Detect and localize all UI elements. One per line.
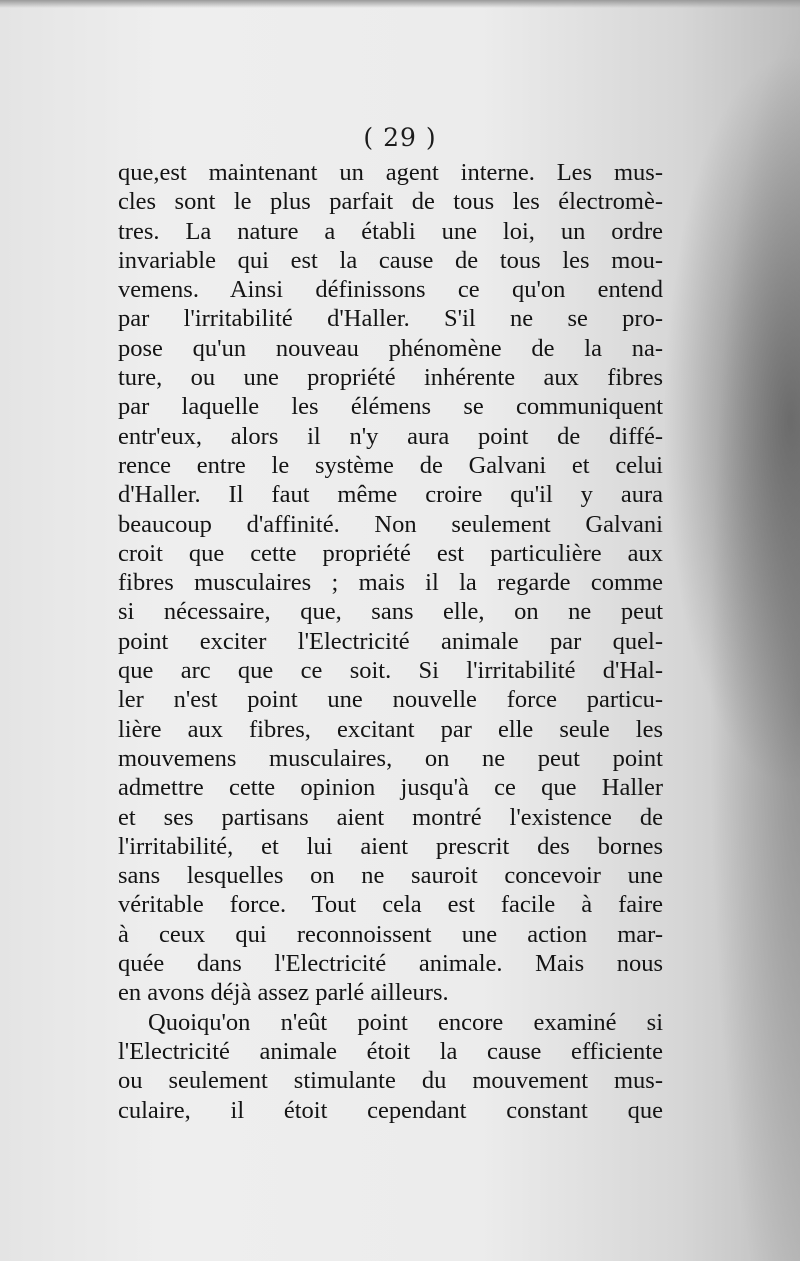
text-line: l'Electricité animale étoit la cause efficiente <box>118 1037 663 1065</box>
text-line: véritable force. Tout cela est facile à faire <box>118 891 663 919</box>
paragraph-start-line: Quoiqu'on n'eût point encore examiné si <box>148 1008 663 1036</box>
paragraph-end-line: en avons déjà assez parlé ailleurs. <box>118 979 449 1007</box>
text-line: invariable qui est la cause de tous les mou- <box>118 246 663 274</box>
text-line: que,est maintenant un agent interne. Les mus- <box>118 159 663 186</box>
text-line: entr'eux, alors il n'y aura point de diffé- <box>118 422 663 450</box>
text-line: lière aux fibres, excitant par elle seule les <box>118 715 663 743</box>
text-line: pose qu'un nouveau phénomène de la na- <box>118 334 663 362</box>
text-line: ture, ou une propriété inhérente aux fibres <box>118 364 663 392</box>
text-line: que arc que ce soit. Si l'irritabilité d'Hal- <box>118 657 663 685</box>
text-line: beaucoup d'affinité. Non seulement Galvani <box>118 510 663 538</box>
text-line: mouvemens musculaires, on ne peut point <box>118 744 663 772</box>
text-line: vemens. Ainsi définissons ce qu'on entend <box>118 276 663 304</box>
text-line: ou seulement stimulante du mouvement mus- <box>118 1067 663 1095</box>
text-line: et ses partisans aient montré l'existence de <box>118 803 663 831</box>
text-line: rence entre le système de Galvani et celui <box>118 451 663 479</box>
text-line: par laquelle les élémens se communiquent <box>118 393 663 421</box>
page-number: ( 29 ) <box>363 123 437 152</box>
text-line: quée dans l'Electricité animale. Mais nous <box>118 950 663 978</box>
text-line: cles sont le plus parfait de tous les électromè- <box>118 188 663 216</box>
text-line: sans lesquelles on ne sauroit concevoir une <box>118 862 663 890</box>
text-line: point exciter l'Electricité animale par quel- <box>118 627 663 655</box>
text-line: à ceux qui reconnoissent une action mar- <box>118 920 663 948</box>
text-line: par l'irritabilité d'Haller. S'il ne se pro- <box>118 305 663 333</box>
text-line: ler n'est point une nouvelle force particu- <box>118 686 663 714</box>
text-line: fibres musculaires ; mais il la regarde comme <box>118 569 663 597</box>
text-line: l'irritabilité, et lui aient prescrit des bornes <box>118 832 663 860</box>
text-line: si nécessaire, que, sans elle, on ne peut <box>118 598 663 626</box>
text-line: admettre cette opinion jusqu'à ce que Haller <box>118 774 663 802</box>
text-line: croit que cette propriété est particulière aux <box>118 539 663 567</box>
text-line: tres. La nature a établi une loi, un ordre <box>118 217 663 245</box>
page-top-edge <box>0 0 800 8</box>
body-text <box>118 158 663 1125</box>
text-line: d'Haller. Il faut même croire qu'il y aura <box>118 481 663 509</box>
text-line: culaire, il étoit cependant constant que <box>118 1096 663 1124</box>
